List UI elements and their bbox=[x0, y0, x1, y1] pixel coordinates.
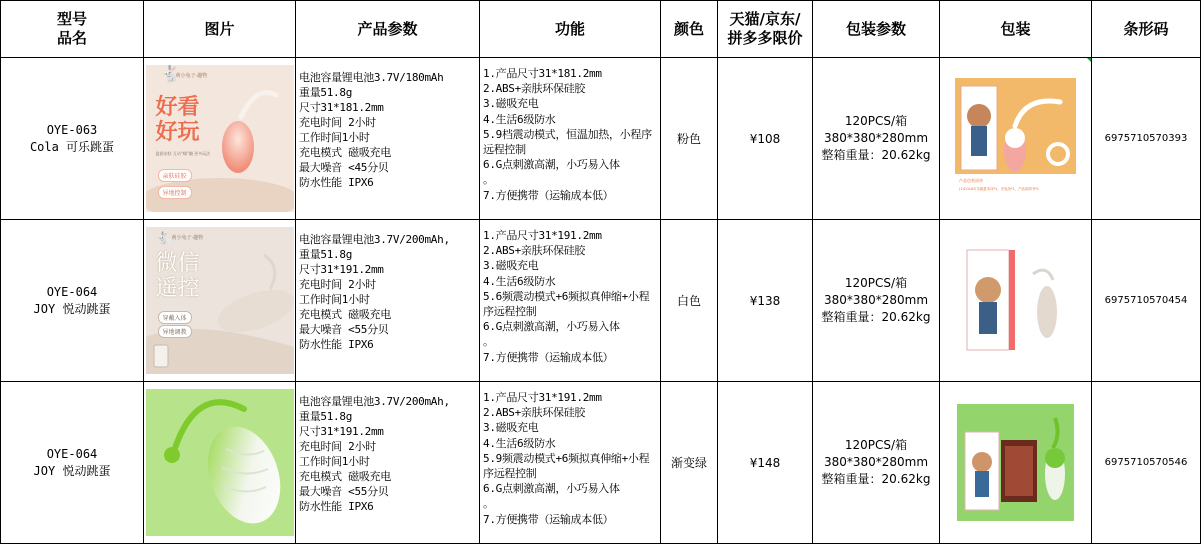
image-headline: 好看 好玩 bbox=[155, 95, 200, 145]
pack-params-cell bbox=[813, 58, 940, 220]
package-photo-joy-white bbox=[955, 240, 1076, 361]
color-cell: 白色 bbox=[661, 220, 718, 382]
model-cell: OYE-063 Cola 可乐跳蛋 bbox=[1, 58, 144, 220]
pack-size: 380*380*280mm bbox=[823, 455, 929, 469]
package-image bbox=[957, 404, 1074, 521]
model-cell: OYE-064 JOY 悦动跳蛋 bbox=[1, 220, 144, 382]
pack-weight: 整箱重量：20.62kg bbox=[821, 472, 931, 486]
package-image bbox=[955, 78, 1076, 199]
header-pack-params: 包装参数 bbox=[813, 1, 940, 58]
product-image-cell bbox=[144, 382, 296, 544]
product-image-cell bbox=[144, 58, 296, 220]
package-note-text: (1)COLA可乐跳蛋本体*1，充电线*1，产品说明书*1 bbox=[959, 187, 1039, 191]
barcode-cell: 6975710570393 bbox=[1092, 58, 1201, 220]
barcode-cell: 6975710570454 bbox=[1092, 220, 1201, 382]
product-photo-joy-green bbox=[146, 389, 294, 536]
header-color: 颜色 bbox=[661, 1, 718, 58]
table-row bbox=[1, 220, 1201, 382]
product-image bbox=[146, 389, 294, 536]
header-features: 功能 bbox=[480, 1, 661, 58]
barcode-cell: 6975710570546 bbox=[1092, 382, 1201, 544]
image-subline: 温润亲肤 互动“嗨”翻 更多玩法 bbox=[155, 151, 211, 156]
package-image-cell bbox=[940, 58, 1092, 220]
params-cell: 电池容量锂电池3.7V/200mAh, 重量51.8g 尺寸31*191.2mm 充电时间 2小时 工作时间1小时 充电模式 磁吸充电 最大噪音 <55分贝 防水性能 IPX6 bbox=[296, 220, 480, 382]
header-barcode: 条形码 bbox=[1092, 1, 1201, 58]
image-brand: 萌小兔子·趣物 bbox=[175, 73, 208, 79]
header-row bbox=[1, 1, 1201, 58]
pack-params-cell bbox=[813, 382, 940, 544]
pack-quantity: 120PCS/箱 bbox=[844, 276, 908, 290]
package-note-title: 产品包装清单 bbox=[959, 178, 983, 183]
pack-size: 380*380*280mm bbox=[823, 131, 929, 145]
params-cell: 电池容量锂电池3.7V/200mAh, 重量51.8g 尺寸31*191.2mm 充电时间 2小时 工作时间1小时 充电模式 磁吸充电 最大噪音 <55分贝 防水性能 IPX6 bbox=[296, 382, 480, 544]
package-image bbox=[955, 240, 1076, 361]
header-picture: 图片 bbox=[144, 1, 296, 58]
pack-size: 380*380*280mm bbox=[823, 293, 929, 307]
image-brand: 萌小兔子·趣物 bbox=[171, 235, 204, 241]
color-cell: 粉色 bbox=[661, 58, 718, 220]
header-params: 产品参数 bbox=[296, 1, 480, 58]
product-image-cell bbox=[144, 220, 296, 382]
image-badge: 异地调教 bbox=[158, 325, 192, 338]
pack-params-cell bbox=[813, 220, 940, 382]
header-package: 包装 bbox=[940, 1, 1092, 58]
params-cell: 电池容量锂电池3.7V/180mAh 重量51.8g 尺寸31*181.2mm 充电时间 2小时 工作时间1小时 充电模式 磁吸充电 最大噪音 <45分贝 防水性能 IPX6 bbox=[296, 58, 480, 220]
features-cell: 1.产品尺寸31*191.2mm 2.ABS+亲肤环保硅胶 3.磁吸充电 4.生活6级防水 5.6频震动模式+6频拟真伸缩+小程序远程控制 6.G点刺激高潮，小巧易入体 。 7.方便携带（运输成本低） bbox=[480, 220, 661, 382]
pack-quantity: 120PCS/箱 bbox=[844, 114, 908, 128]
rabbit-logo-icon: 🐇 bbox=[155, 231, 171, 245]
table-row bbox=[1, 382, 1201, 544]
pack-weight: 整箱重量：20.62kg bbox=[821, 148, 931, 162]
pack-weight: 整箱重量：20.62kg bbox=[821, 310, 931, 324]
model-cell: OYE-064 JOY 悦动跳蛋 bbox=[1, 382, 144, 544]
package-photo-joy-green bbox=[957, 404, 1074, 521]
image-badge: 穿戴入体 bbox=[158, 311, 192, 324]
features-cell: 1.产品尺寸31*181.2mm 2.ABS+亲肤环保硅胶 3.磁吸充电 4.生活6级防水 5.9档震动模式，恒温加热，小程序远程控制 6.G点刺激高潮，小巧易入体 。 7.方便携带（运输成本低） bbox=[480, 58, 661, 220]
product-image bbox=[146, 227, 294, 374]
package-image-cell bbox=[940, 220, 1092, 382]
rabbit-logo-icon: 🐇 bbox=[160, 65, 181, 83]
table-row bbox=[1, 58, 1201, 220]
pack-quantity: 120PCS/箱 bbox=[844, 438, 908, 452]
image-badge: 异地控制 bbox=[158, 186, 192, 199]
features-cell: 1.产品尺寸31*191.2mm 2.ABS+亲肤环保硅胶 3.磁吸充电 4.生活6级防水 5.9频震动模式+6频拟真伸缩+小程序远程控制 6.G点刺激高潮，小巧易入体 。 7.方便携带（运输成本低） bbox=[480, 382, 661, 544]
price-cell: ¥108 bbox=[718, 58, 813, 220]
product-image bbox=[146, 65, 294, 212]
image-badge: 亲肤硅胶 bbox=[158, 169, 192, 182]
color-cell: 渐变绿 bbox=[661, 382, 718, 544]
header-price: 天猫/京东/ 拼多多限价 bbox=[718, 1, 813, 58]
package-image-cell bbox=[940, 382, 1092, 544]
price-cell: ¥138 bbox=[718, 220, 813, 382]
header-model: 型号 品名 bbox=[1, 1, 144, 58]
image-headline: 微信 遥控 bbox=[155, 251, 200, 301]
price-cell: ¥148 bbox=[718, 382, 813, 544]
comment-marker bbox=[1087, 58, 1091, 62]
